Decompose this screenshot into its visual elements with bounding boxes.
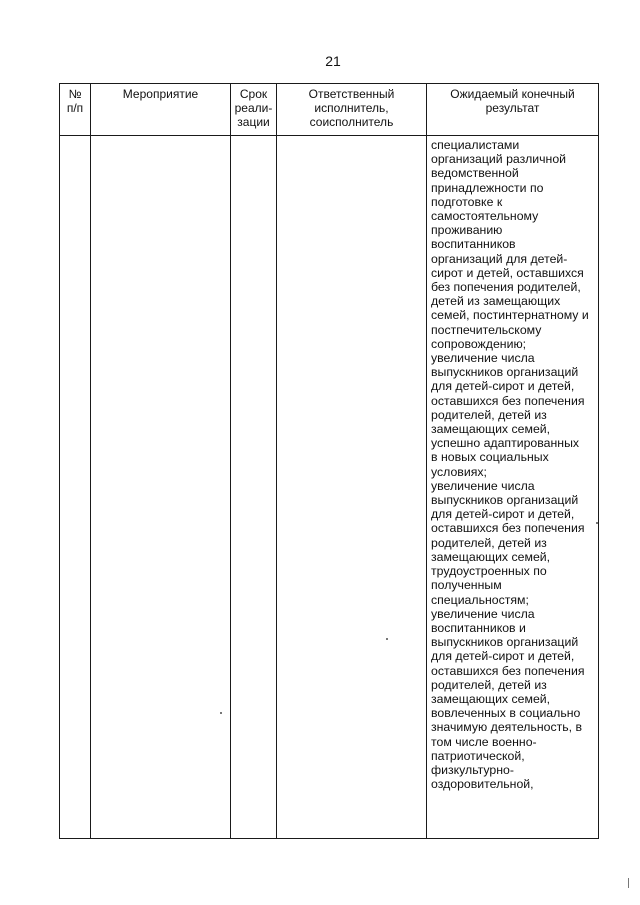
header-deadline	[231, 84, 277, 136]
text-line: сирот и детей, оставшихся	[431, 265, 584, 280]
text-line: увеличение числа	[431, 478, 535, 493]
text-line: без попечения родителей,	[431, 280, 581, 295]
text-line: Мероприятие	[122, 87, 199, 101]
table-header-row	[60, 84, 599, 136]
text-line: оставшихся без попечения	[431, 521, 585, 536]
text-line: для детей-сирот и детей,	[431, 507, 575, 522]
cell-expected-result	[427, 136, 599, 839]
text-line: в новых социальных	[431, 450, 549, 465]
text-line: замещающих семей,	[431, 691, 551, 706]
scan-speck	[596, 522, 598, 524]
page-number: 21	[325, 53, 341, 69]
text-line: родителей, детей из	[431, 535, 547, 550]
table-row	[60, 136, 599, 839]
text-line: постпечительскому	[431, 322, 542, 337]
text-line: замещающих семей,	[431, 549, 551, 564]
text-line: проживанию	[431, 223, 503, 238]
text-line: родителей, детей из	[431, 677, 547, 692]
text-line: исполнитель,	[314, 101, 389, 115]
text-line: вовлеченных в социально	[431, 706, 581, 721]
header-responsible	[277, 84, 427, 136]
scan-speck	[386, 638, 388, 640]
text-line: п/п	[66, 101, 84, 115]
header-number	[60, 84, 91, 136]
text-line: организаций различной	[431, 152, 567, 167]
header-expected-result	[427, 84, 599, 136]
text-line: подготовке к	[431, 194, 503, 209]
text-line: зации	[237, 115, 270, 129]
text-line: физкультурно-	[431, 762, 514, 777]
cell-number	[60, 136, 91, 839]
cell-deadline	[231, 136, 277, 839]
text-line: специалистами	[431, 138, 520, 152]
text-line: для детей-сирот и детей,	[431, 379, 575, 394]
text-line: выпускников организаций	[431, 365, 579, 380]
text-line: №	[68, 87, 82, 101]
text-line: принадлежности по	[431, 180, 544, 195]
cell-responsible	[277, 136, 427, 839]
text-line: воспитанников и	[431, 620, 526, 635]
scan-speck	[220, 712, 222, 714]
text-line: Срок	[239, 87, 268, 101]
text-line: для детей-сирот и детей,	[431, 649, 575, 664]
text-line: результат	[485, 101, 540, 115]
text-line: трудоустроенных по	[431, 564, 547, 579]
text-line: семей, постинтернатному и	[431, 308, 589, 323]
text-line: увеличение числа	[431, 351, 535, 366]
text-line: том числе военно-	[431, 734, 537, 749]
text-line: оставшихся без попечения	[431, 663, 585, 678]
text-line: увеличение числа	[431, 606, 535, 621]
text-line: детей из замещающих	[431, 294, 561, 309]
text-line: родителей, детей из	[431, 407, 547, 422]
header-activity	[91, 84, 231, 136]
text-line: успешно адаптированных	[431, 436, 580, 451]
text-line: оставшихся без попечения	[431, 393, 585, 408]
text-line: воспитанников	[431, 237, 516, 252]
text-line: самостоятельному	[431, 209, 539, 224]
text-line: замещающих семей,	[431, 422, 551, 437]
scan-speck	[628, 878, 629, 888]
text-line: выпускников организаций	[431, 635, 579, 650]
text-line: специальностям;	[431, 592, 529, 607]
text-line: соисполнитель	[309, 115, 394, 129]
text-line: условиях;	[431, 464, 487, 479]
text-line: организаций для детей-	[431, 251, 568, 266]
text-line: значимую деятельность, в	[431, 720, 583, 735]
cell-activity	[91, 136, 231, 839]
text-line: ведомственной	[431, 166, 519, 181]
text-line: оздоровительной,	[431, 777, 534, 792]
text-line: полученным	[431, 578, 502, 593]
plan-table	[59, 83, 599, 839]
text-line: Ожидаемый конечный	[450, 87, 575, 101]
text-line: Ответственный	[308, 87, 395, 101]
text-line: выпускников организаций	[431, 493, 579, 508]
text-line: реали-	[234, 101, 273, 115]
text-line: патриотической,	[431, 748, 525, 763]
text-line: сопровождению;	[431, 336, 527, 351]
